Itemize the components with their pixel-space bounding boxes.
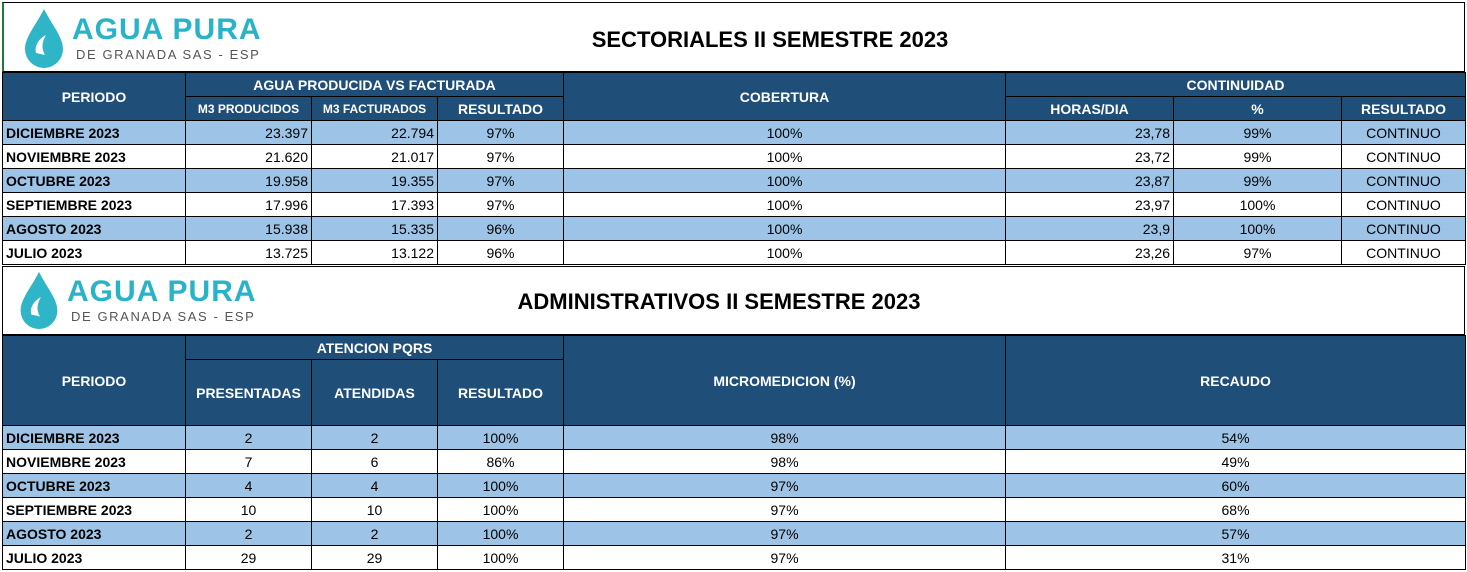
cell-m3-facturados: 15.335 <box>312 217 438 241</box>
cell-pct: 99% <box>1174 169 1342 193</box>
col-header-m3-producidos: M3 PRODUCIDOS <box>186 97 312 121</box>
cell-recaudo: 31% <box>1006 546 1466 570</box>
cell-resultado: 97% <box>438 145 564 169</box>
col-header-micromedicion: MICROMEDICION (%) <box>564 336 1006 426</box>
cell-m3-producidos: 15.938 <box>186 217 312 241</box>
cell-cobertura: 100% <box>564 121 1006 145</box>
cell-micromedicion: 98% <box>564 426 1006 450</box>
cell-periodo: SEPTIEMBRE 2023 <box>3 193 186 217</box>
cell-resultado: 100% <box>438 546 564 570</box>
cell-periodo: OCTUBRE 2023 <box>3 169 186 193</box>
cell-presentadas: 2 <box>186 522 312 546</box>
cell-resultado-continuidad: CONTINUO <box>1342 241 1466 265</box>
col-header-periodo: PERIODO <box>3 73 186 121</box>
cell-presentadas: 4 <box>186 474 312 498</box>
cell-micromedicion: 97% <box>564 546 1006 570</box>
col-header-recaudo: RECAUDO <box>1006 336 1466 426</box>
cell-resultado-continuidad: CONTINUO <box>1342 217 1466 241</box>
administrativos-table <box>2 335 1466 570</box>
table-row <box>3 145 1466 169</box>
cell-micromedicion: 97% <box>564 522 1006 546</box>
cell-resultado: 97% <box>438 121 564 145</box>
table-row <box>3 522 1466 546</box>
cell-resultado: 96% <box>438 217 564 241</box>
cell-periodo: DICIEMBRE 2023 <box>3 426 186 450</box>
cell-presentadas: 7 <box>186 450 312 474</box>
cell-m3-producidos: 21.620 <box>186 145 312 169</box>
cell-resultado: 96% <box>438 241 564 265</box>
cell-periodo: DICIEMBRE 2023 <box>3 121 186 145</box>
col-header-atendidas: ATENDIDAS <box>312 360 438 426</box>
cell-resultado-continuidad: CONTINUO <box>1342 193 1466 217</box>
col-header-resultado: RESULTADO <box>438 97 564 121</box>
cell-pct: 97% <box>1174 241 1342 265</box>
cell-recaudo: 60% <box>1006 474 1466 498</box>
cell-m3-producidos: 19.958 <box>186 169 312 193</box>
brand-name: AGUA PURA <box>67 274 257 308</box>
cell-m3-facturados: 13.122 <box>312 241 438 265</box>
cell-m3-producidos: 17.996 <box>186 193 312 217</box>
water-drop-icon <box>22 7 66 69</box>
table-row <box>3 498 1466 522</box>
cell-atendidas: 10 <box>312 498 438 522</box>
brand-name: AGUA PURA <box>72 12 262 46</box>
cell-resultado: 100% <box>438 498 564 522</box>
col-header-pct: % <box>1174 97 1342 121</box>
cell-atendidas: 29 <box>312 546 438 570</box>
cell-atendidas: 2 <box>312 426 438 450</box>
col-header-cobertura: COBERTURA <box>564 73 1006 121</box>
cell-m3-facturados: 19.355 <box>312 169 438 193</box>
cell-m3-producidos: 13.725 <box>186 241 312 265</box>
table-row <box>3 546 1466 570</box>
cell-m3-facturados: 21.017 <box>312 145 438 169</box>
cell-pct: 100% <box>1174 193 1342 217</box>
cell-cobertura: 100% <box>564 169 1006 193</box>
cell-recaudo: 54% <box>1006 426 1466 450</box>
table-row <box>3 193 1466 217</box>
table-row <box>3 450 1466 474</box>
cell-cobertura: 100% <box>564 217 1006 241</box>
cell-resultado: 97% <box>438 193 564 217</box>
cell-m3-facturados: 22.794 <box>312 121 438 145</box>
cell-recaudo: 57% <box>1006 522 1466 546</box>
cell-periodo: NOVIEMBRE 2023 <box>3 145 186 169</box>
cell-periodo: AGOSTO 2023 <box>3 522 186 546</box>
cell-cobertura: 100% <box>564 193 1006 217</box>
cell-micromedicion: 97% <box>564 498 1006 522</box>
sectoriales-title: SECTORIALES II SEMESTRE 2023 <box>591 27 949 52</box>
cell-atendidas: 4 <box>312 474 438 498</box>
col-header-periodo: PERIODO <box>3 336 186 426</box>
cell-resultado: 86% <box>438 450 564 474</box>
cell-periodo: SEPTIEMBRE 2023 <box>3 498 186 522</box>
table-row <box>3 121 1466 145</box>
cell-horas-dia: 23,87 <box>1006 169 1174 193</box>
brand-subtitle: DE GRANADA SAS - ESP <box>71 308 256 324</box>
cell-periodo: OCTUBRE 2023 <box>3 474 186 498</box>
cell-atendidas: 6 <box>312 450 438 474</box>
water-drop-icon <box>17 270 61 330</box>
cell-micromedicion: 98% <box>564 450 1006 474</box>
cell-pct: 100% <box>1174 217 1342 241</box>
table-row <box>3 426 1466 450</box>
cell-resultado: 100% <box>438 522 564 546</box>
cell-periodo: AGOSTO 2023 <box>3 217 186 241</box>
col-group-agua: AGUA PRODUCIDA VS FACTURADA <box>186 73 564 97</box>
cell-periodo: JULIO 2023 <box>3 241 186 265</box>
cell-cobertura: 100% <box>564 145 1006 169</box>
cell-resultado-continuidad: CONTINUO <box>1342 145 1466 169</box>
table-row <box>3 169 1466 193</box>
col-group-continuidad: CONTINUIDAD <box>1006 73 1466 97</box>
cell-resultado: 100% <box>438 426 564 450</box>
cell-resultado: 97% <box>438 169 564 193</box>
cell-horas-dia: 23,26 <box>1006 241 1174 265</box>
col-header-presentadas: PRESENTADAS <box>186 360 312 426</box>
cell-m3-producidos: 23.397 <box>186 121 312 145</box>
col-header-m3-facturados: M3 FACTURADOS <box>312 97 438 121</box>
brand-logo <box>22 7 262 69</box>
sectoriales-header <box>2 2 1465 72</box>
cell-cobertura: 100% <box>564 241 1006 265</box>
brand-logo <box>17 270 257 330</box>
table-row <box>3 241 1466 265</box>
cell-horas-dia: 23,97 <box>1006 193 1174 217</box>
cell-resultado: 100% <box>438 474 564 498</box>
cell-atendidas: 2 <box>312 522 438 546</box>
brand-subtitle: DE GRANADA SAS - ESP <box>76 46 261 62</box>
cell-recaudo: 68% <box>1006 498 1466 522</box>
table-row <box>3 217 1466 241</box>
cell-periodo: JULIO 2023 <box>3 546 186 570</box>
cell-presentadas: 10 <box>186 498 312 522</box>
cell-pct: 99% <box>1174 145 1342 169</box>
col-group-pqrs: ATENCION PQRS <box>186 336 564 360</box>
cell-presentadas: 29 <box>186 546 312 570</box>
cell-resultado-continuidad: CONTINUO <box>1342 169 1466 193</box>
cell-micromedicion: 97% <box>564 474 1006 498</box>
cell-m3-facturados: 17.393 <box>312 193 438 217</box>
cell-resultado-continuidad: CONTINUO <box>1342 121 1466 145</box>
cell-recaudo: 49% <box>1006 450 1466 474</box>
cell-horas-dia: 23,72 <box>1006 145 1174 169</box>
cell-horas-dia: 23,9 <box>1006 217 1174 241</box>
cell-pct: 99% <box>1174 121 1342 145</box>
sectoriales-table <box>2 72 1466 265</box>
col-header-horas-dia: HORAS/DIA <box>1006 97 1174 121</box>
cell-presentadas: 2 <box>186 426 312 450</box>
cell-periodo: NOVIEMBRE 2023 <box>3 450 186 474</box>
administrativos-title: ADMINISTRATIVOS II SEMESTRE 2023 <box>517 289 921 314</box>
cell-horas-dia: 23,78 <box>1006 121 1174 145</box>
table-row <box>3 474 1466 498</box>
col-header-resultado: RESULTADO <box>438 360 564 426</box>
col-header-resultado-continuidad: RESULTADO <box>1342 97 1466 121</box>
administrativos-header <box>2 266 1465 335</box>
